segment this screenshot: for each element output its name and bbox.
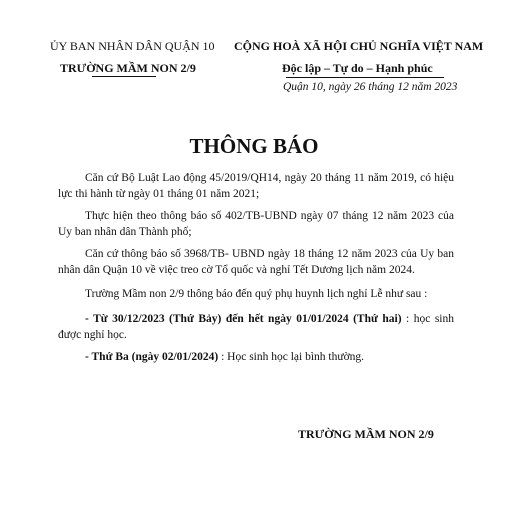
motto-underline [286,77,444,78]
holiday-item-1 [58,311,454,343]
holiday-item-2-date: - Thứ Ba (ngày 02/01/2024) [85,351,219,363]
national-title: CỘNG HOÀ XÃ HỘI CHỦ NGHĨA VIỆT NAM [234,39,484,53]
national-motto-text: Độc lập – Tự do – Hạnh phúc [282,61,433,75]
paragraph-legal-basis: Căn cứ Bộ Luật Lao động 45/2019/QH14, ngày 20 tháng 11 năm 2019, có hiệu lực thi hành từ ngày 01 tháng 01 năm 2021; [58,172,454,200]
paragraph-district-notice: Căn cứ thông báo số 3968/TB- UBND ngày 18 tháng 12 năm 2023 của Uy ban nhân dân Quận 10 về việc treo cờ Tổ quốc và nghỉ Tết Dương lịch năm 2024. [58,248,454,276]
paragraph-announcement: Trường Mầm non 2/9 thông báo đến quý phụ huynh lịch nghỉ Lễ như sau : [85,288,428,300]
school-name-underline [92,76,156,77]
holiday-item-1-note: : học sinh được nghỉ học. [58,313,454,341]
signature-block: TRƯỜNG MẦM NON 2/9 [298,427,434,441]
document-title: THÔNG BÁO [189,134,319,158]
holiday-item-2-note: : Học sinh học lại bình thường. [218,351,365,363]
school-name-text: TRƯỜNG MẦM NON 2/9 [60,61,196,75]
paragraph-city-notice: Thực hiện theo thông báo số 402/TB-UBND ngày 07 tháng 12 năm 2023 của Uy ban nhân dân Thành phố; [58,210,454,238]
holiday-item-2 [58,349,454,365]
holiday-item-1-dates: - Từ 30/12/2023 (Thứ Bảy) đến hết ngày 01/01/2024 (Thứ hai) [85,313,402,325]
place-date: Quận 10, ngày 26 tháng 12 năm 2023 [283,81,458,93]
school-name [60,61,196,76]
national-motto [282,61,433,76]
issuing-authority: ỦY BAN NHÂN DÂN QUẬN 10 [50,39,215,53]
